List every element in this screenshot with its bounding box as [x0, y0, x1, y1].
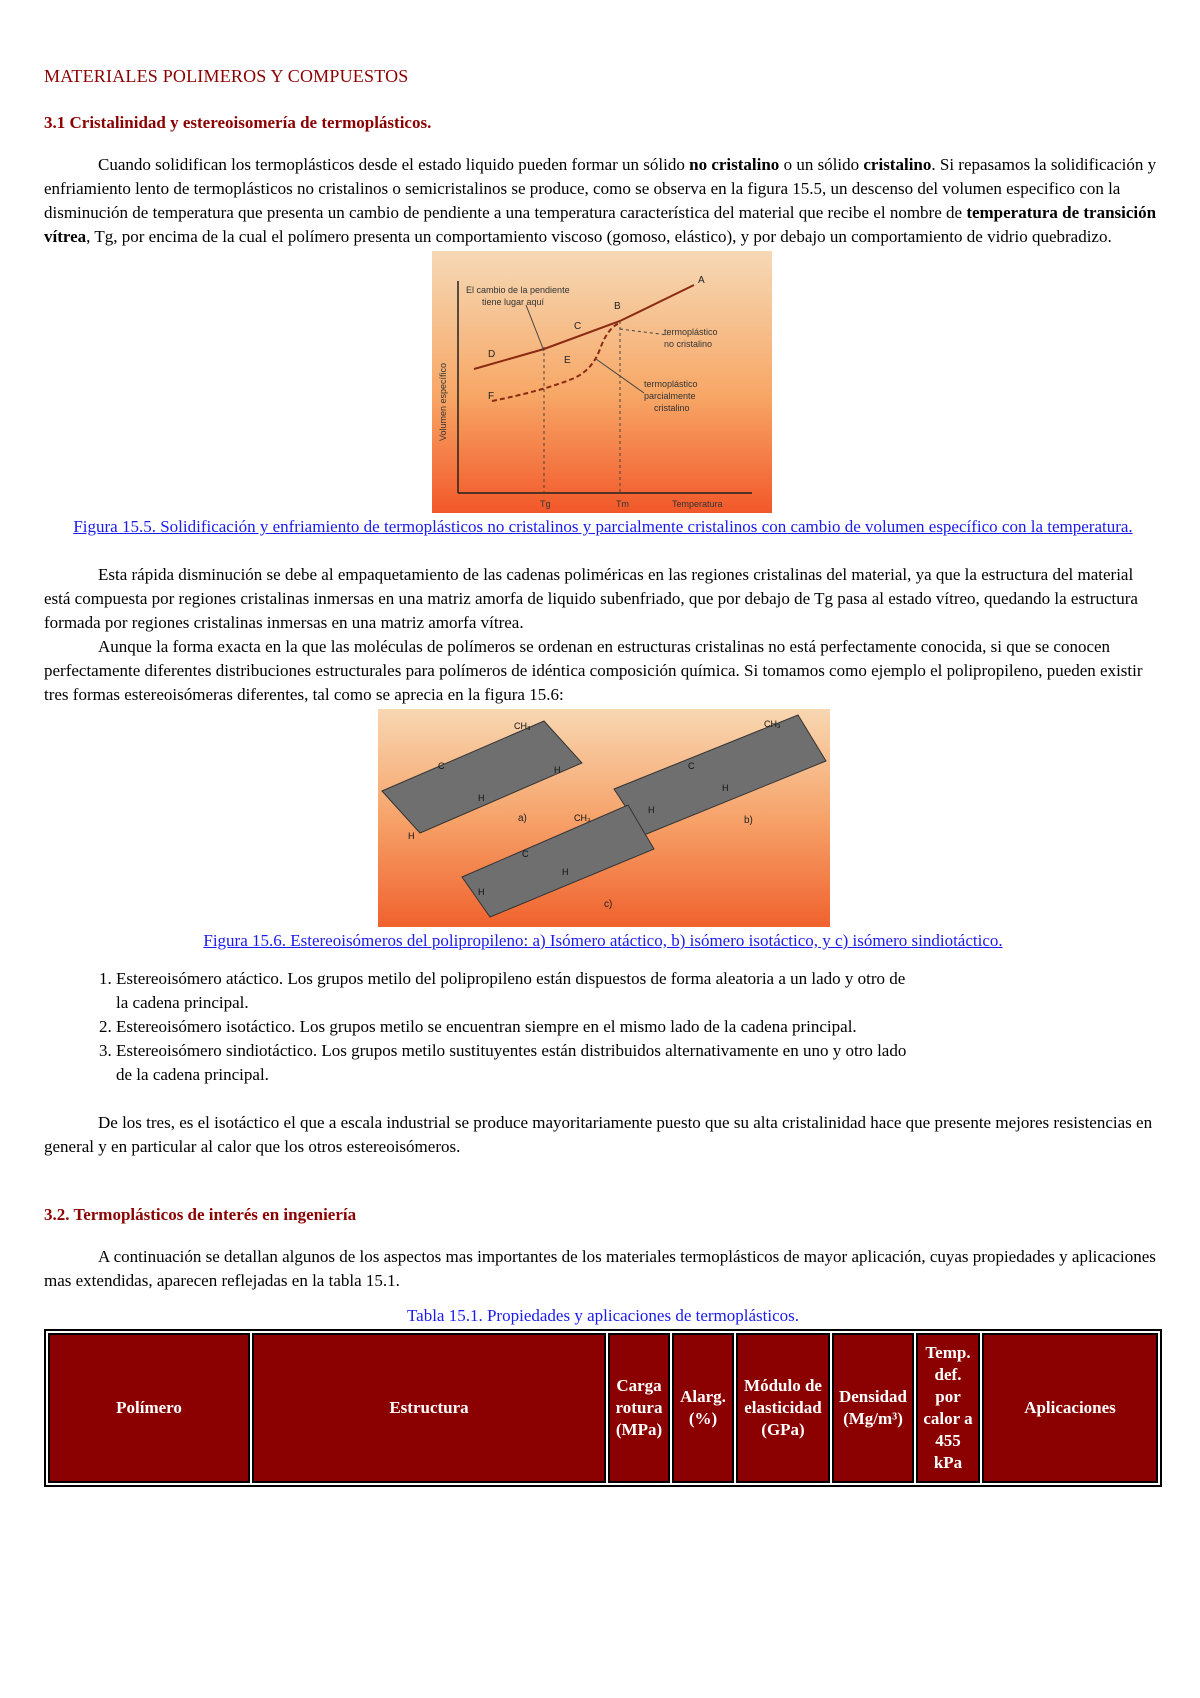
note-partial-2: parcialmente [644, 391, 696, 401]
section-heading-3-2: 3.2. Termoplásticos de interés en ingeniería [44, 1205, 357, 1224]
isomer-list [44, 967, 916, 1087]
paragraph-isotactic: De los tres, es el isotáctico el que a escala industrial se produce mayoritariamente puesto que su alta cristalinidad hace que presente mejores resistencias en general y en particular al calor que los otros estereoisómeros. [44, 1113, 1153, 1156]
note-slope-2: tiene lugar aquí [482, 297, 545, 307]
note-partial-1: termoplástico [644, 379, 698, 389]
point-d: D [488, 349, 496, 360]
figure-15-6-polypropylene-isomers [378, 709, 830, 927]
tick-tg: Tg [540, 499, 551, 509]
paragraph-stereo: Aunque la forma exacta en la que las moléculas de polímeros se ordenan en estructuras cristalinas no está perfectamente conocida, si que se conocen perfectamente diferentes distribuciones estructurales para polímeros de idéntica composición química. Si tomamos como ejemplo el polipropileno, pueden existir tres formas estereoisómeras diferentes, tal como se aprecia en la figura 15.6: [44, 637, 1143, 704]
page-title: MATERIALES POLIMEROS Y COMPUESTOS [44, 66, 409, 86]
thermoplastics-table [44, 1329, 1162, 1487]
note-slope-1: El cambio de la pendiente [466, 285, 570, 295]
atom-label: H [478, 793, 485, 803]
figure-15-5-volume-temperature [432, 251, 772, 513]
atom-label: CH₃ [574, 813, 591, 823]
atom-label: C [688, 761, 695, 771]
point-e: E [564, 355, 571, 366]
point-f: F [488, 391, 495, 402]
atom-label: H [722, 783, 729, 793]
atom-label: H [554, 765, 561, 775]
atom-label: CH₃ [514, 721, 531, 731]
list-item: 1. Estereoisómero atáctico. Los grupos metilo del polipropileno están dispuestos de forma aleatoria a un lado y otro de la cadena principal. [116, 967, 916, 1015]
note-noncrystalline-2: no cristalino [664, 339, 713, 349]
note-noncrystalline-1: termoplástico [664, 327, 718, 337]
tick-tm: Tm [616, 499, 629, 509]
figure-15-5-caption[interactable]: Figura 15.5. Solidificación y enfriamiento de termoplásticos no cristalinos y parcialmente cristalinos con cambio de volumen específico con la temperatura. [73, 517, 1133, 536]
header-estructura: Estructura [252, 1333, 606, 1483]
paragraph-packing: Esta rápida disminución se debe al empaquetamiento de las cadenas poliméricas en las regiones cristalinas del material, ya que la estructura del material está compuesta por regiones cristalinas inmersas en una matriz amorfa de liquido subenfriado, que por debajo de Tg pasa al estado vítreo, quedando la estructura formada por regiones cristalinas inmersas en una matriz amorfa vítrea. [44, 565, 1138, 632]
x-axis-label: Temperatura [672, 499, 723, 509]
header-polimero: Polímero [48, 1333, 250, 1483]
header-aplicaciones: Aplicaciones [982, 1333, 1158, 1483]
note-partial-3: cristalino [654, 403, 690, 413]
header-densidad: Densidad (Mg/m³) [832, 1333, 914, 1483]
paragraph-table-intro: A continuación se detallan algunos de los aspectos mas importantes de los materiales termoplásticos de mayor aplicación, cuyas propiedades y aplicaciones mas extendidas, aparecen reflejadas en la tabla 15.1. [44, 1247, 1156, 1290]
header-temp: Temp. def. por calor a 455 kPa [916, 1333, 980, 1483]
y-axis-label: Volumen específico [438, 362, 448, 441]
isomer-label-b: b) [744, 815, 753, 826]
atom-label: CH₃ [764, 719, 781, 729]
table-caption: Tabla 15.1. Propiedades y aplicaciones de termoplásticos. [406, 1306, 800, 1325]
list-item: 2. Estereoisómero isotáctico. Los grupos metilo se encuentran siempre en el mismo lado de la cadena principal. [116, 1015, 916, 1039]
isomer-label-c: c) [604, 899, 613, 910]
paragraph-intro: Cuando solidifican los termoplásticos desde el estado liquido pueden formar un sólido no cristalino o un sólido cristalino. Si repasamos la solidificación y enfriamiento lento de termoplásticos no cristalinos o semicristalinos se produce, como se observa en la figura 15.5, un descenso del volumen especifico con la disminución de temperatura que presenta un cambio de pendiente a una temperatura característica del material que recibe el nombre de temperatura de transición vítrea, Tg, por encima de la cual el polímero presenta un comportamiento viscoso (gomoso, elástico), y por debajo un comportamiento de vidrio quebradizo. [44, 155, 1157, 246]
atom-label: C [522, 849, 529, 859]
point-b: B [614, 301, 621, 312]
atom-label: H [408, 831, 415, 841]
point-a: A [698, 275, 705, 286]
header-alarg: Alarg. (%) [672, 1333, 734, 1483]
list-item: 3. Estereoisómero sindiotáctico. Los grupos metilo sustituyentes están distribuidos alternativamente en uno y otro lado de la cadena principal. [116, 1039, 916, 1087]
atom-label: H [648, 805, 655, 815]
header-carga: Carga rotura (MPa) [608, 1333, 670, 1483]
isomer-label-a: a) [518, 813, 527, 824]
section-heading-3-1: 3.1 Cristalinidad y estereoisomería de termoplásticos. [44, 113, 432, 132]
point-c: C [574, 321, 582, 332]
figure-15-6-caption[interactable]: Figura 15.6. Estereoisómeros del polipropileno: a) Isómero atáctico, b) isómero isotáctico, y c) isómero sindiotáctico. [203, 931, 1003, 950]
document-page [44, 66, 1162, 1487]
header-modulo: Módulo de elasticidad (GPa) [736, 1333, 830, 1483]
atom-label: H [478, 887, 485, 897]
atom-label: H [562, 867, 569, 877]
atom-label: C [438, 761, 445, 771]
